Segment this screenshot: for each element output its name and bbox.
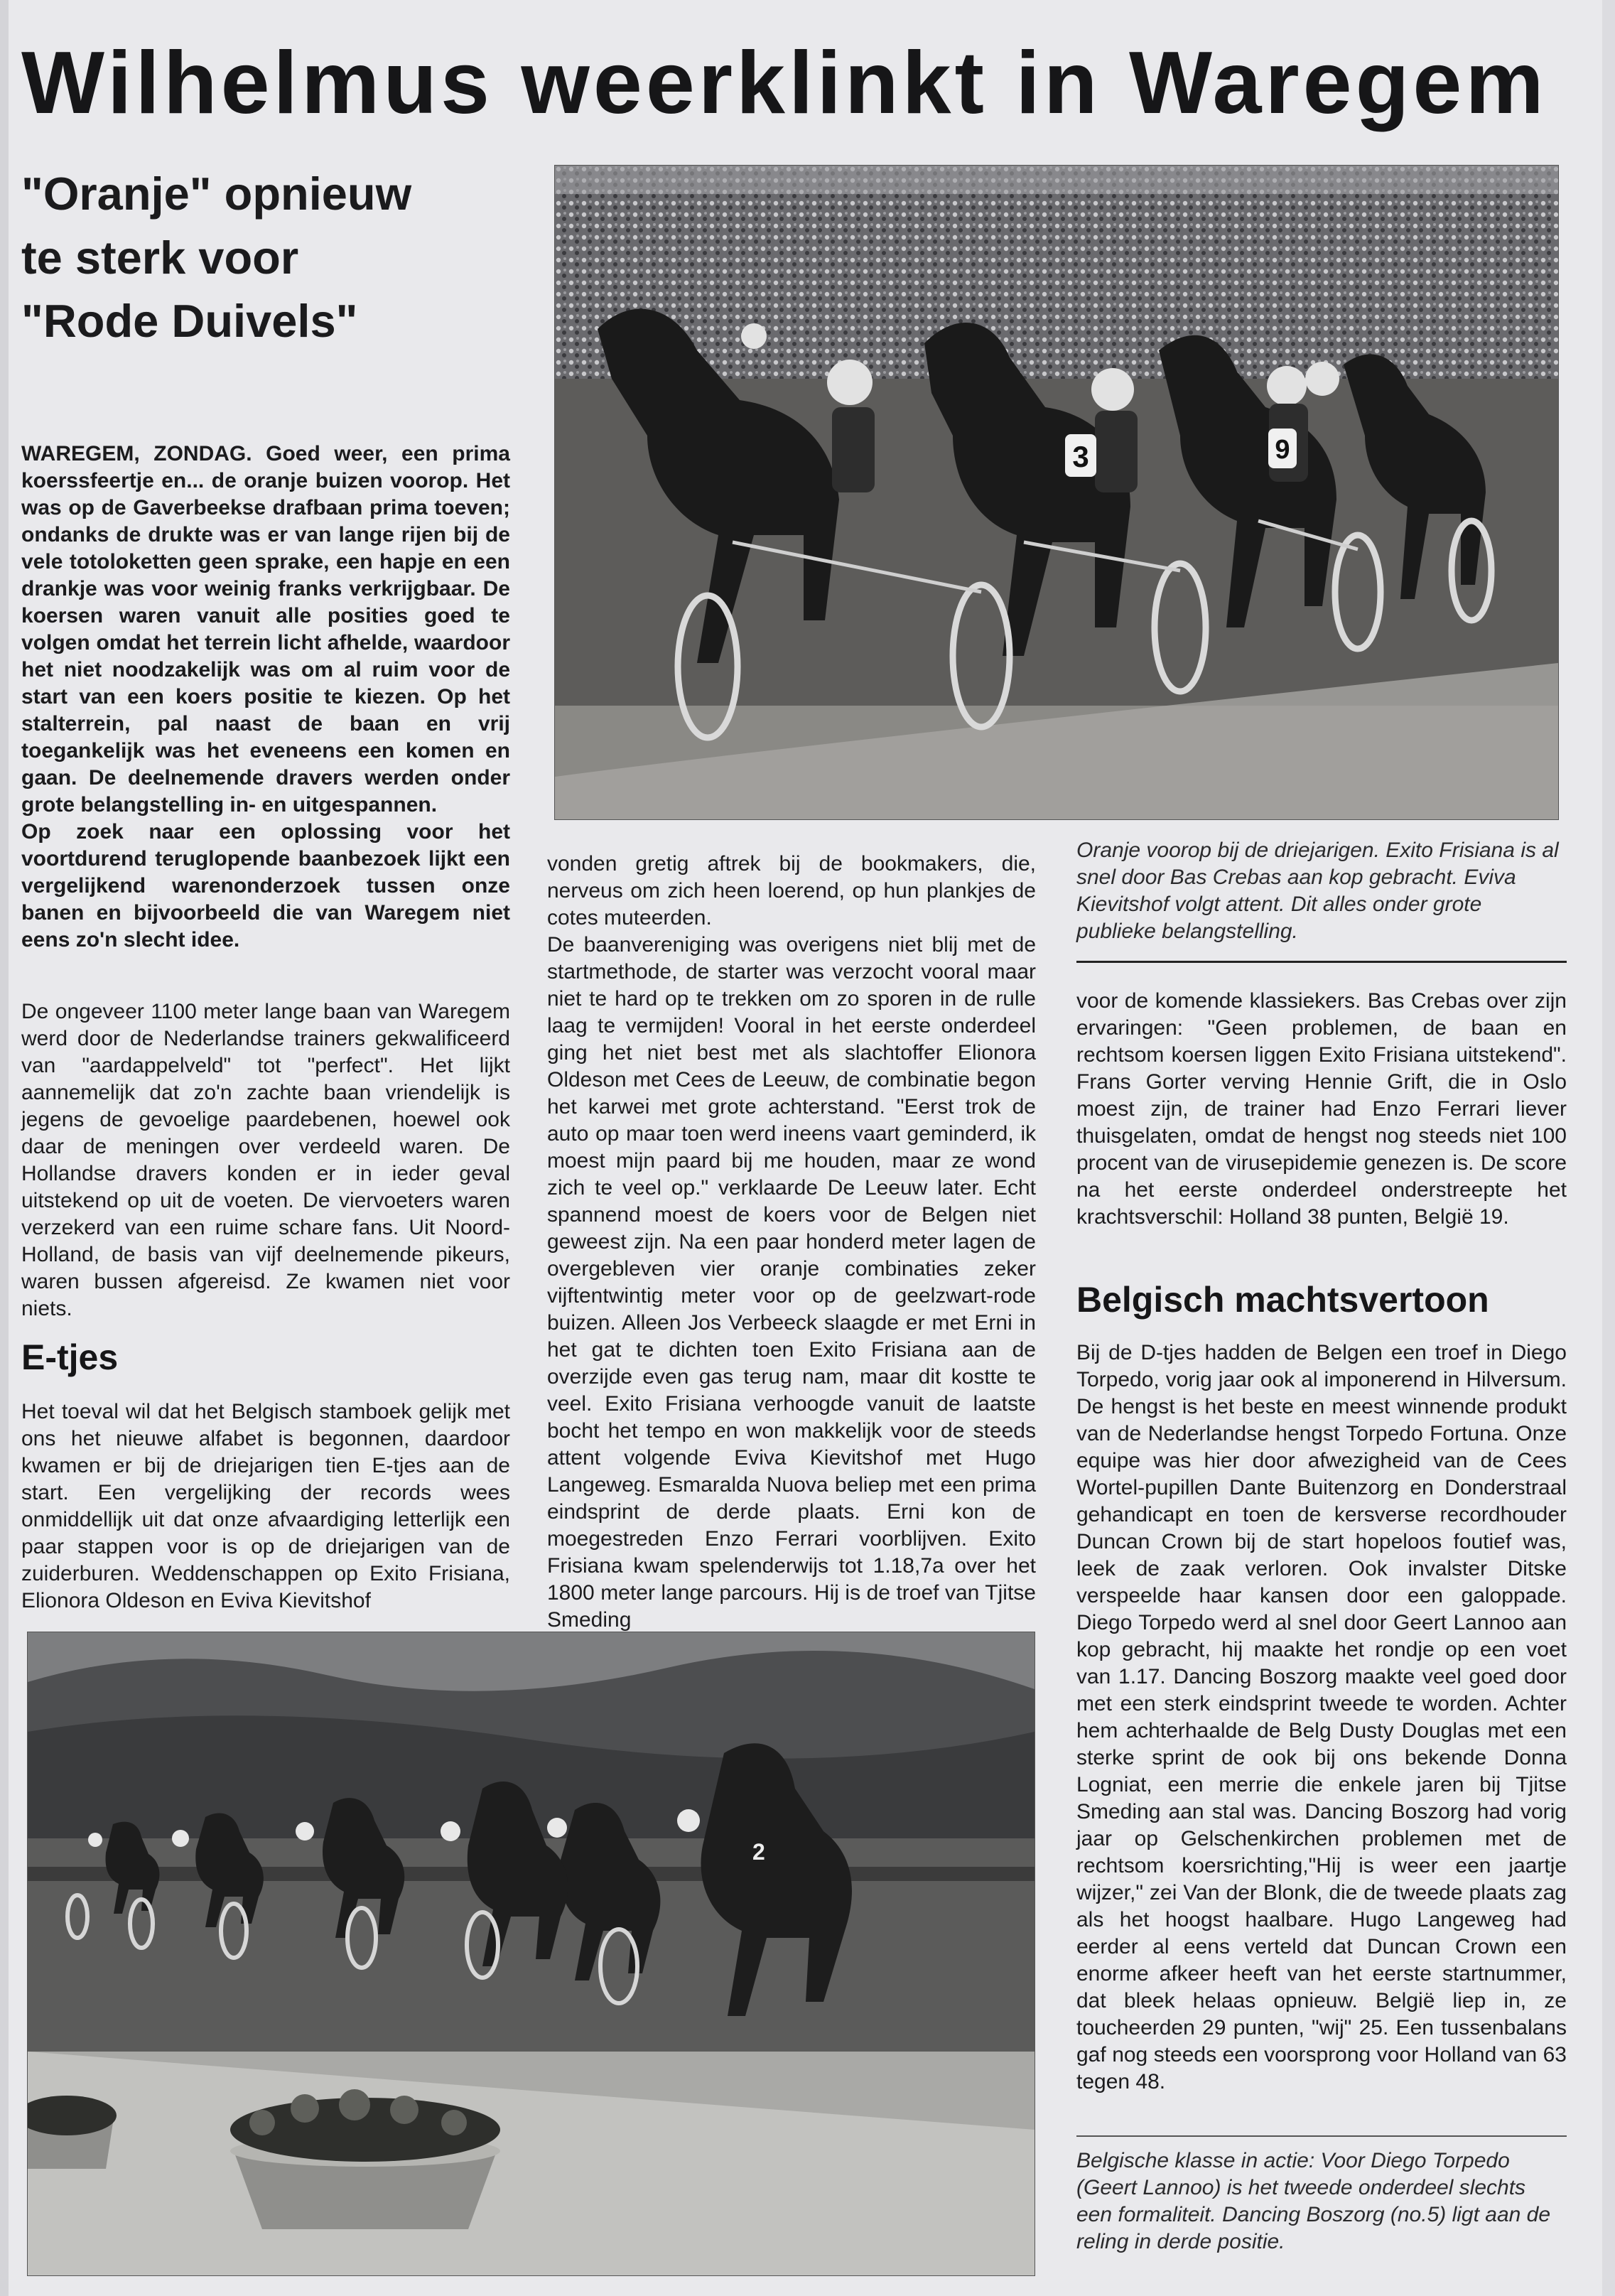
photo-trotters-belgische-klasse <box>27 1632 1035 2276</box>
subhead-line-3: "Rode Duivels" <box>21 295 358 347</box>
lead-text-1: WAREGEM, ZONDAG. Goed weer, een prima koerssfeertje en... de oranje buizen voorop. Het was op de Gaverbeekse drafbaan prima toeven; ondanks de drukte was er van lange rijen bij de vele totoloketten geen sprake, een hapje en een drankje was voor weinig franks verkrijgbaar. De koersen waren vanuit alle posities goed te volgen omdat het terrein licht afhelde, waardoor het niet noodzakelijk was om al ruim voor de start van een koers positie te kiezen. Op het stalterrein, pal naast de baan en vrij toegankelijk was het eveneens een komen en gaan. De deelnemende dravers werden onder grote belangstelling in- en uitgespannen. <box>21 442 510 816</box>
subhead-line-2: te sterk voor <box>21 231 299 284</box>
photo-trotters-driejarigen-image <box>555 166 1558 819</box>
subhead-line-1: "Oranje" opnieuw <box>21 168 412 220</box>
photo1-saddle-number-9: 9 <box>1275 435 1290 465</box>
lead-text-2: Op zoek naar een oplossing voor het voortdurend teruglopende baanbezoek lijkt een vergelijkend warenonderzoek tussen onze banen en bijvoorbeeld die van Waregem niet eens zo'n slecht idee. <box>21 820 510 952</box>
page-edge-left <box>0 0 9 2296</box>
body-bookmakers: vonden gretig aftrek bij de bookmakers, die, nerveus om zich heen loerend, op hun plankjes de cotes muteerden. <box>547 852 1036 929</box>
photo-trotters-belgische-klasse-image <box>28 1632 1035 2275</box>
headline: Wilhelmus weerklinkt in Waregem <box>21 34 1548 132</box>
section-title-etjes: E-tjes <box>21 1337 119 1377</box>
body-etjes: Het toeval wil dat het Belgisch stamboek gelijk met ons het nieuwe alfabet is begonnen, daardoor kwamen er bij de driejarigen tien E-tjes aan de start. Een vergelijking der records wees onmiddellijk uit dat onze afvaardiging letterlijk een paar stappen voor is op de driejarigen van de zuiderburen. Weddenschappen op Exito Frisiana, Elionora Oldeson en Eviva Kievitshof <box>21 1400 510 1612</box>
photo1-saddle-number-3: 3 <box>1072 440 1089 473</box>
column-3-belgisch <box>1076 1340 1567 2110</box>
column-2-body <box>547 851 1036 1648</box>
flower-planter-large <box>230 2089 500 2229</box>
photo2-saddle-number-2: 2 <box>752 1839 765 1865</box>
column-1-body <box>21 998 510 1337</box>
caption-divider-2 <box>1076 2135 1567 2137</box>
page-edge-right <box>1602 0 1615 2296</box>
caption-divider <box>1076 961 1567 963</box>
lead-paragraph <box>21 441 510 954</box>
column-1-etjes <box>21 1398 510 1629</box>
photo-trotters-driejarigen <box>554 165 1559 820</box>
flower-planter-small <box>28 2096 117 2169</box>
body-startmethode: De baanvereniging was overigens niet blij met de startmethode, de starter was verzocht vooral maar niet te hard op te trekken om zo sporen in de rulle laag te vermijden! Vooral in het eerste onderdeel ging het niet best met als slachtoffer Elionora Oldeson met Cees de Leeuw, de combinatie begon het karwei met grote achterstand. "Eerst trok de auto op maar toen werd ineens vaart geminderd, ik moest mijn paard bij me houden, maar ze wond zich te veel op." verklaarde De Leeuw later. Echt spannend moest de koers voor de Belgen niet geweest zijn. Na een paar honderd meter lagen de overgebleven vier oranje combinaties zeker vijftentwintig meter voor op de geelzwart-rode buizen. Alleen Jos Verbeeck slaagde er met Erni in het gat te dichten toen Exito Frisiana aan de overzijde even gas terug nam, maar dit kostte te veel. Exito Frisiana verhoogde vanuit de laatste bocht het tempo en won makkelijk voor de steeds attent volgende Eviva Kievitshof met Hugo Langeweg. Esmaralda Nuova beliep met een prima eindsprint de derde plaats. Erni kon de moegestreden Enzo Ferrari voorblijven. Exito Frisiana kwam spelenderwijs tot 1.18,7a over het 1800 meter lange parcours. Hij is de troef van Tjitse Smeding <box>547 933 1036 1632</box>
body-crebas: voor de komende klassiekers. Bas Crebas over zijn ervaringen: "Geen problemen, de baan en rechtsom koersen liggen Exito Frisiana uitstekend". Frans Gorter verving Hennie Grift, die in Oslo moest zijn, de trainer had Enzo Ferrari liever thuisgelaten, omdat de hengst nog steeds niet 100 procent van de virusepidemie genezen is. De score na het eerste onderdeel onderstreepte het krachtsverschil: Holland 38 punten, België 19. <box>1076 989 1567 1229</box>
section-title-belgisch-machtsvertoon: Belgisch machtsvertoon <box>1076 1280 1489 1320</box>
body-baan-waregem: De ongeveer 1100 meter lange baan van Waregem werd door de Nederlandse trainers gekwalificeerd van "aardappelveld" tot "perfect". Het lijkt aannemelijk dat zo'n zachte baan vriendelijk is jegens de gevoelige paardebenen, hoewel ook daar de meningen over verdeeld waren. De Hollandse dravers konden er in ieder geval uitstekend op uit de voeten. De viervoeters waren verzekerd van een ruime schare fans. Uit Noord-Holland, de basis van vijf deelnemende pikeurs, waren bussen afgereisd. Ze kwamen niet voor niets. <box>21 1000 510 1320</box>
subhead <box>21 162 533 353</box>
body-belgisch: Bij de D-tjes hadden de Belgen een troef in Diego Torpedo, vorig jaar ook al imponerend in Hilversum. De hengst is het beste en meest winnende produkt van de Nederlandse hengst Torpedo Fortuna. Onze equipe was hier door afwezigheid van de Cees Wortel-pupillen Dante Buitenzorg en Donderstraal gehandicapt en toen de kersverse recordhouder Duncan Crown bij de start hopeloos foutief was, leek de zaak verloren. Ook invalster Ditske verspeelde haar kansen door een galoppade. Diego Torpedo werd al snel door Geert Lannoo aan kop gebracht, hij maakte het rondje op een voet van 1.17. Dancing Boszorg maakte veel goed door met een sterk eindsprint tweede te worden. Achter hem achterhaalde de Belg Dusty Douglas met een sterke sprint de ook bij ons bekende Donna Logniat, een merrie die enkele jaren bij Tjitse Smeding aan stal was. Dancing Boszorg had vorig jaar op Gelschenkirchen problemen met de rechtsom koersrichting,"Hij is weer een jaartje wijzer," zei Van der Blonk, die de tweede plaats zag als het hoogst haalbare. Hugo Langeweg had eerder al eens verteld dat Duncan Crown een enorme afkeer heeft van het eerste startnummer, dat bleek helaas opnieuw. België liep in, ze toucheerden 29 punten, "wij" 25. Een tussenbalans gaf nog steeds een voorsprong voor Holland van 63 tegen 48. <box>1076 1341 1567 2093</box>
column-3-body <box>1076 988 1567 1245</box>
caption-photo-2: Belgische klasse in actie: Voor Diego Torpedo (Geert Lannoo) is het tweede onderdeel slechts een formaliteit. Dancing Boszorg (no.5) ligt aan de reling in derde positie. <box>1076 2149 1551 2253</box>
caption-photo-1: Oranje voorop bij de driejarigen. Exito Frisiana is al snel door Bas Crebas aan kop gebracht. Eviva Kievitshof volgt attent. Dit alles onder grote publieke belangstelling. <box>1076 839 1559 943</box>
